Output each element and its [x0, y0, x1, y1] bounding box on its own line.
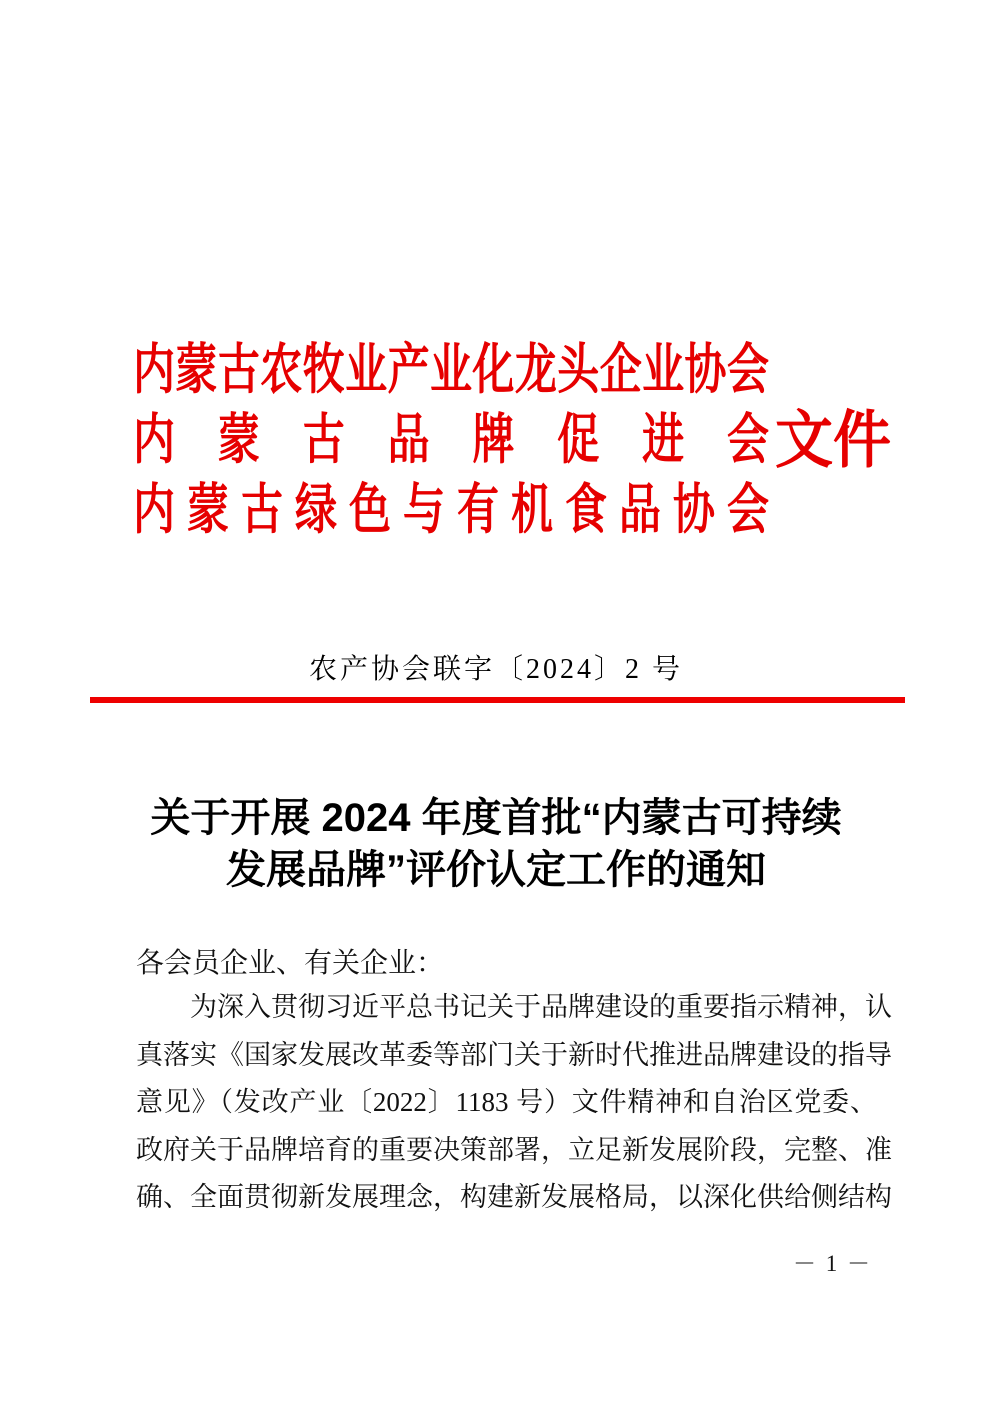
letterhead: [133, 336, 891, 546]
letterhead-document-word: 文件: [775, 405, 892, 476]
org-names-block: [133, 336, 769, 546]
title-line-1: 关于开展 2024 年度首批“内蒙古可持续: [150, 796, 842, 840]
document-number: 农产协会联字〔2024〕2 号: [308, 654, 683, 685]
paragraph-line: 为深入贯彻习近平总书记关于品牌建设的重要指示精神，认: [190, 992, 892, 1022]
paragraph-line: 真落实《国家发展改革委等部门关于新时代推进品牌建设的指导: [136, 1039, 892, 1070]
salutation: 各会员企业、有关企业：: [136, 948, 445, 979]
org-name-line-1: 内蒙古农牧业产业化龙头企业协会: [133, 341, 769, 401]
page-number: － 1 －: [793, 1251, 872, 1276]
body-paragraph: [136, 984, 892, 1222]
title-line-2: 发展品牌”评价认定工作的通知: [226, 848, 766, 892]
document-title: [0, 792, 992, 896]
org-name-line-2: 内蒙古品牌促进会: [133, 411, 769, 471]
paragraph-line: 确、全面贯彻新发展理念，构建新发展格局，以深化供给侧结构: [136, 1182, 892, 1212]
paragraph-line: 政府关于品牌培育的重要决策部署，立足新发展阶段，完整、准: [136, 1134, 892, 1165]
red-rule-divider: [90, 697, 905, 703]
paragraph-line: 意见》（发改产业〔2022〕1183 号）文件精神和自治区党委、: [136, 1087, 877, 1117]
org-name-line-3: 内蒙古绿色与有机食品协会: [133, 481, 769, 541]
